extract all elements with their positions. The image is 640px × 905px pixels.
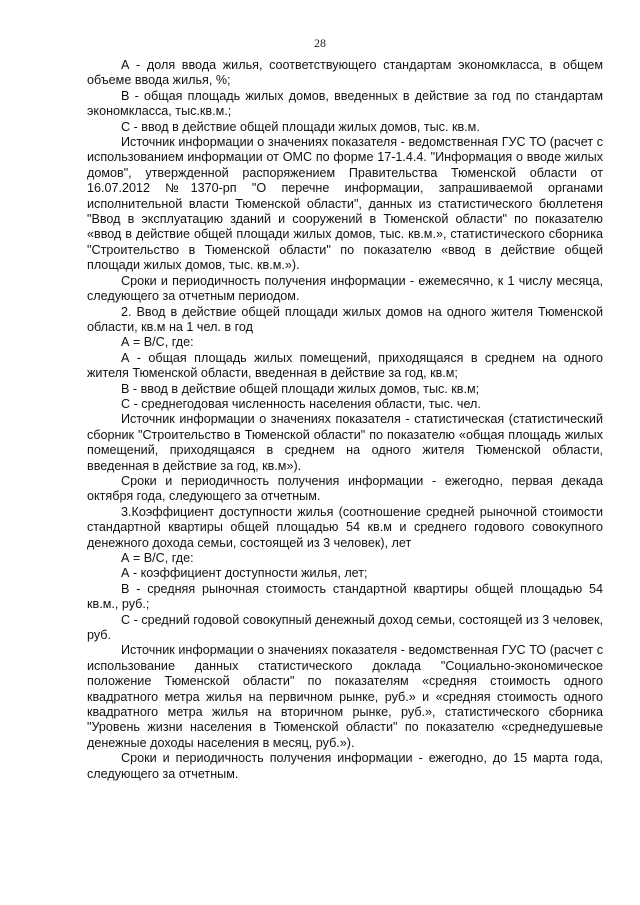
paragraph-b-economy-area: В - общая площадь жилых домов, введенных в действие за год по стандартам экономкласса, тыс.кв.м.; xyxy=(87,88,603,119)
paragraph-formula-3: А = В/С, где: xyxy=(121,551,194,565)
paragraph-formula-2: А = В/С, где: xyxy=(121,335,194,350)
page-number: 28 xyxy=(314,36,326,50)
paragraph-source-3: Источник информации о значениях показателя - ведомственная ГУС ТО (расчет с использование данных статистического доклада "Социально-экономическое положение Тюменской области" по показателям «средняя стоимость одного квадратного метра жилья на первичном рынке, руб.» и «средняя стоимость одного квадратного метра жилья на вторичном рынке, руб.», статистического сборника "Уровень жизни населения в Тюменской области" по показателю «среднедушевые денежные доходы населения в месяц, руб.»). xyxy=(87,643,603,750)
paragraph-c-population: С - среднегодовая численность населения области, тыс. чел. xyxy=(121,396,481,411)
paragraph-source-2: Источник информации о значениях показателя - статистическая (статистический сборник "Строительство в Тюменской области" по показателю «общая площадь жилых помещений, приходящаяся в среднем на одного жителя Тюменской области, введенная в действие за год, кв.м»). xyxy=(87,412,603,473)
paragraph-terms-2: Сроки и периодичность получения информации - ежегодно, первая декада октября года, следующего за отчетным. xyxy=(87,473,603,504)
paragraph-terms-1: Сроки и периодичность получения информации - ежемесячно, к 1 числу месяца, следующего за отчетным периодом. xyxy=(87,273,603,304)
paragraph-terms-3: Сроки и периодичность получения информации - ежегодно, до 15 марта года, следующего за отчетным. xyxy=(87,751,603,781)
paragraph-a-per-capita-area: А - общая площадь жилых помещений, приходящаяся в среднем на одного жителя Тюменской области, введенная в действие за год, кв.м; xyxy=(87,350,603,381)
document-body xyxy=(87,58,603,782)
paragraph-indicator-3-title: 3.Коэффициент доступности жилья (соотношение средней рыночной стоимости стандартной квартиры общей площадью 54 кв.м и среднего годового совокупного денежного дохода семьи, состоящей из 3 человек), лет xyxy=(87,504,603,550)
paragraph-c-family-income: С - средний годовой совокупный денежный доход семьи, состоящей из 3 человек, руб. xyxy=(87,612,603,643)
paragraph-c-total-area: С - ввод в действие общей площади жилых домов, тыс. кв.м. xyxy=(121,119,480,134)
paragraph-a-affordability: А - коэффициент доступности жилья, лет; xyxy=(121,566,368,581)
paragraph-a-share-economy-housing: А - доля ввода жилья, соответствующего стандартам экономкласса, в общем объеме ввода жилья, %; xyxy=(87,58,603,88)
paragraph-b-housing-commissioning: В - ввод в действие общей площади жилых домов, тыс. кв.м; xyxy=(121,381,480,396)
paragraph-indicator-2-title: 2. Ввод в действие общей площади жилых домов на одного жителя Тюменской области, кв.м на 1 чел. в год xyxy=(87,304,603,334)
paragraph-source-1: Источник информации о значениях показателя - ведомственная ГУС ТО (расчет с использованием информации от ОМС по форме 17-1.4.4. "Информация о вводе жилых домов", утвержденной распоряжением Правительства Тюменской области от 16.07.2012 №1370-рп "О перечне информации, запрашиваемой органами исполнительной власти Тюменской области", данных из статистического бюллетеня "Ввод в эксплуатацию зданий и сооружений в Тюменской области" по показателю «ввод в действие общей площади жилых домов, тыс. кв.м.», статистического сборника "Строительство в Тюменской области" по показателю «ввод в действие общей площади жилых домов, тыс. кв.м.»). xyxy=(87,135,603,273)
paragraph-b-market-price: В - средняя рыночная стоимость стандартной квартиры общей площадью 54 кв.м., руб.; xyxy=(87,581,603,612)
